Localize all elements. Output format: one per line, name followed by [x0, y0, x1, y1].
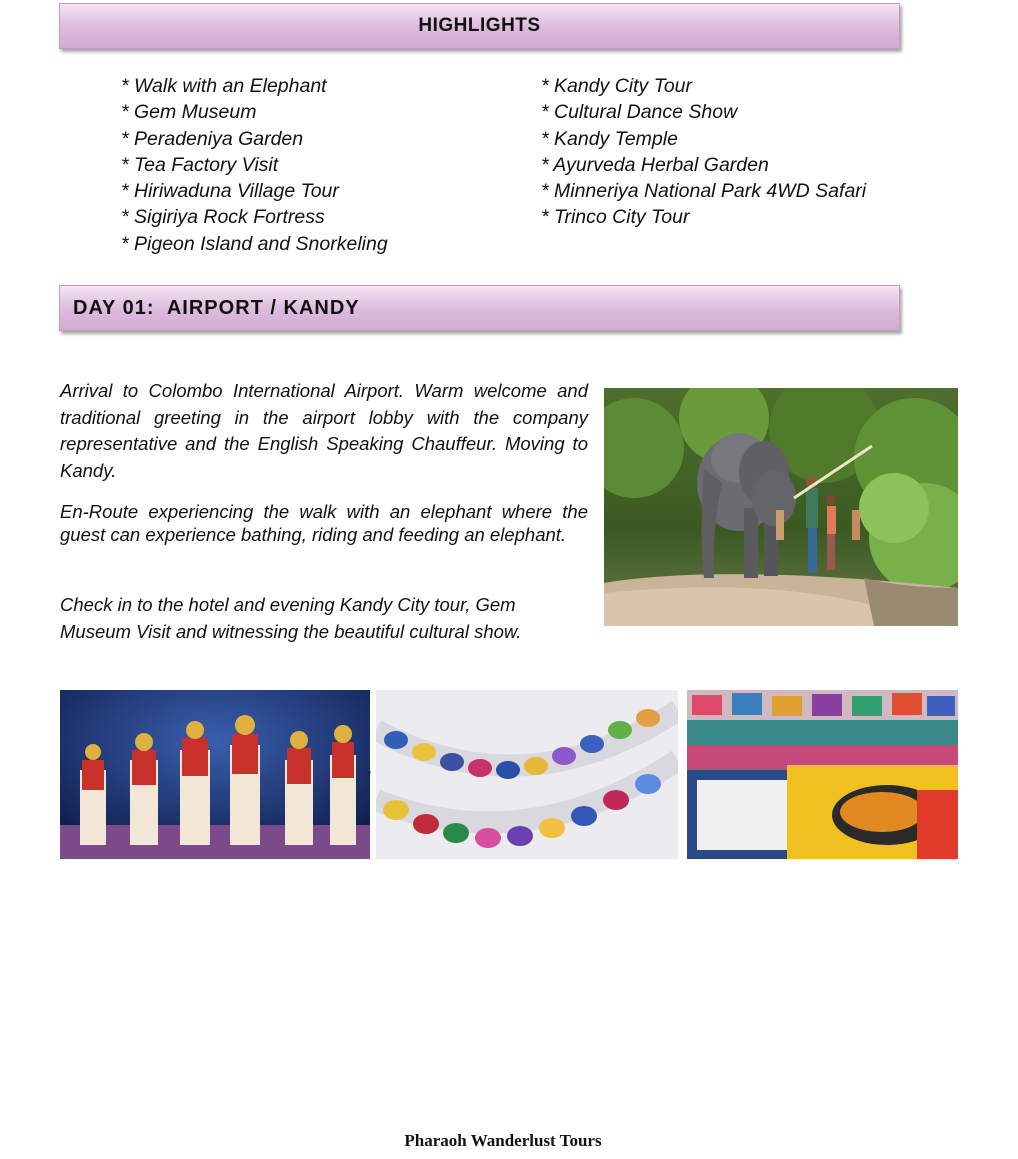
- list-item: * Trinco City Tour: [541, 206, 690, 229]
- list-item: * Gem Museum: [121, 101, 257, 124]
- stray-mark: ,: [368, 760, 373, 777]
- highlights-left-list: [121, 73, 388, 257]
- footer-brand: Pharaoh Wanderlust Tours: [404, 1131, 602, 1150]
- day01-banner: [59, 285, 900, 331]
- day01-paragraph-arrival: Arrival to Colombo International Airport. Warm welcome and traditional greeting in the airport lobby with the company representative and the English Speaking Chauffeur. Moving to Kandy.: [60, 380, 588, 481]
- day01-paragraph-evening: Check in to the hotel and evening Kandy City tour, Gem Museum Visit and witnessing the beautiful cultural show.: [60, 594, 522, 642]
- list-item: * Ayurveda Herbal Garden: [541, 153, 769, 176]
- list-item: * Hiriwaduna Village Tour: [121, 180, 339, 203]
- list-item: * Walk with an Elephant: [121, 75, 327, 97]
- list-item: * Kandy City Tour: [541, 75, 693, 97]
- day01-title: DAY 01: AIRPORT / KANDY: [73, 296, 360, 319]
- list-item: * Kandy Temple: [541, 127, 678, 150]
- list-item: * Minneriya National Park 4WD Safari: [541, 180, 867, 203]
- list-item: * Cultural Dance Show: [541, 101, 738, 124]
- gem-bracelets-photo: [376, 690, 678, 859]
- list-item: * Peradeniya Garden: [121, 127, 304, 150]
- day01-paragraph-enroute: En-Route experiencing the walk with an elephant where the guest can experience bathing, riding and feeding an elephant.: [60, 501, 588, 545]
- highlights-right-list: [541, 73, 866, 231]
- elephant-walk-photo: [604, 388, 958, 626]
- highlights-title: HIGHLIGHTS: [418, 15, 541, 36]
- highlights-banner: [59, 3, 900, 49]
- list-item: * Pigeon Island and Snorkeling: [121, 232, 388, 255]
- batik-market-photo: [687, 690, 958, 859]
- list-item: * Tea Factory Visit: [121, 153, 279, 176]
- kandyan-dance-photo: [60, 690, 373, 859]
- list-item: * Sigiriya Rock Fortress: [121, 206, 325, 229]
